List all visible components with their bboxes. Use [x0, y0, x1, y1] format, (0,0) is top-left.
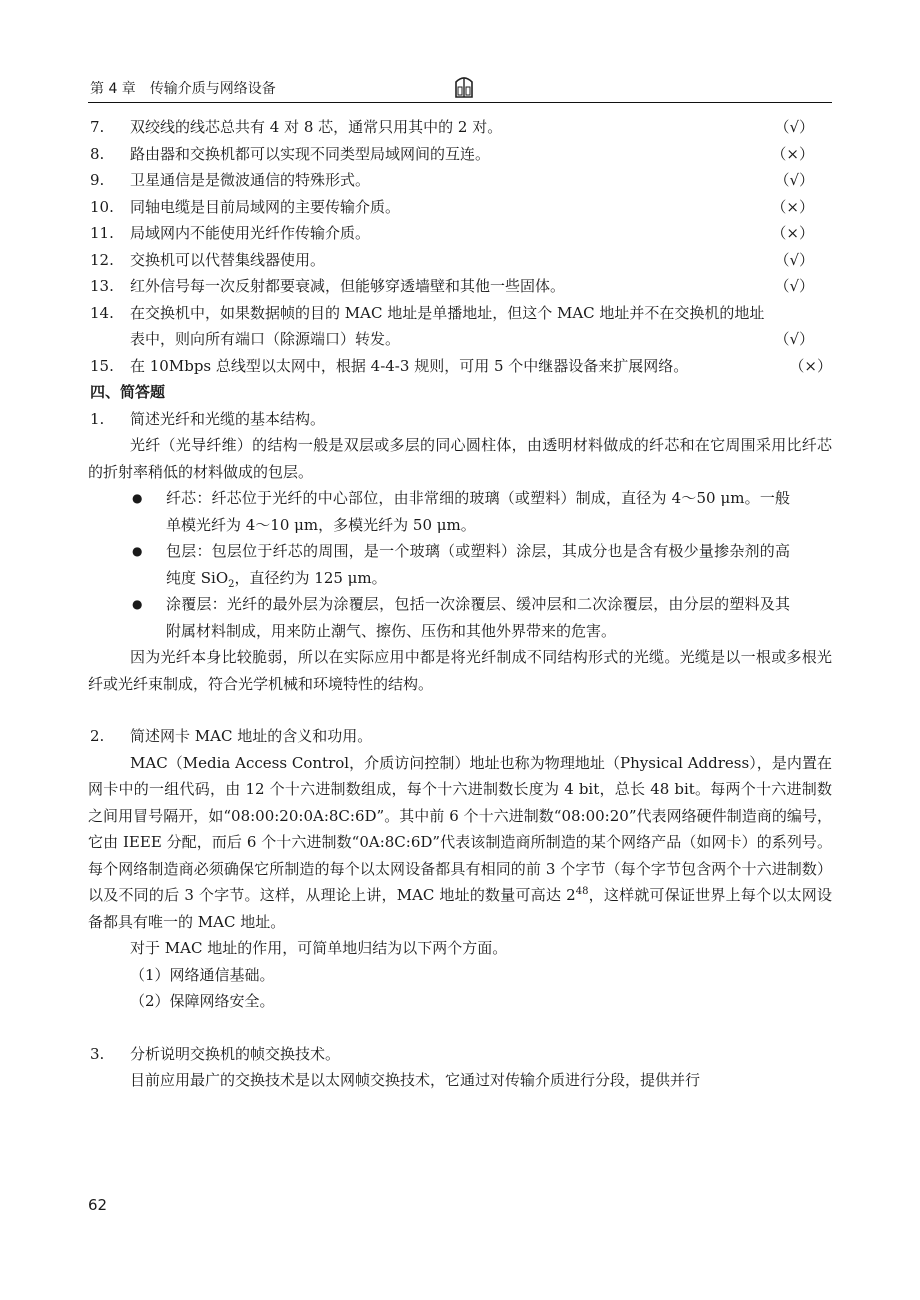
- section-heading: 四、简答题: [90, 383, 166, 401]
- judgement-item-8: [88, 141, 832, 168]
- bullet-dot-icon: ●: [132, 491, 143, 505]
- question-2: [88, 723, 832, 750]
- question-number: 2.: [90, 727, 105, 745]
- item-answer: （√）: [774, 277, 814, 295]
- item-text: 卫星通信是是微波通信的特殊形式。: [130, 171, 371, 189]
- item-answer: （√）: [774, 118, 814, 136]
- question-number: 1.: [90, 409, 105, 428]
- list-item: （2）保障网络安全。: [130, 992, 275, 1010]
- item-answer: （√）: [774, 330, 814, 348]
- chapter-number: 第 4 章: [90, 81, 136, 97]
- item-answer: （×）: [771, 144, 814, 163]
- bullet-coating: [132, 591, 790, 644]
- item-answer: （√）: [774, 250, 814, 269]
- item-number: 8.: [90, 144, 105, 163]
- item-text: 同轴电缆是目前局域网的主要传输介质。: [130, 197, 401, 216]
- item-text: 路由器和交换机都可以实现不同类型局域网间的互连。: [130, 144, 491, 163]
- judgement-item-13: [88, 273, 832, 300]
- item-number: 15.: [90, 356, 114, 375]
- page-number: 62: [88, 1196, 108, 1214]
- item-text: 红外信号每一次反射都要衰减，但能够穿透墙壁和其他一些固体。: [130, 277, 566, 295]
- item-answer: （×）: [771, 197, 814, 216]
- chapter-title: 传输介质与网络设备: [149, 81, 276, 97]
- item-answer: （×）: [789, 356, 832, 375]
- bullet-dot-icon: ●: [132, 597, 143, 611]
- item-text: 在 10Mbps 总线型以太网中，根据 4-4-3 规则，可用 5 个中继器设备来扩展网络。: [130, 356, 689, 375]
- bullet-cladding: [132, 538, 790, 591]
- answer-paragraph: 因为光纤本身比较脆弱，所以在实际应用中都是将光纤制成不同结构形式的光缆。光缆是以一根或多根光纤或光纤束制成，符合光学机械和环境特性的结构。: [88, 648, 832, 693]
- question-text: 简述光纤和光缆的基本结构。: [130, 409, 326, 428]
- answer-paragraph: MAC（Media Access Control，介质访问控制）地址也称为物理地址（Physical Address），是内置在网卡中的一组代码，由 12 个十六进制数组成，每个十六进制数长度为 4 bit，总长 48 bit。每两个十六进制数之间用冒号隔开，如“08:00:20:0A:8C:6D”。其中前 6 个十六进制数“08:00:20”代表网络硬件制造商的编号，它由 IEEE 分配，而后 6 个十六进制数“0A:8C:6D”代表该制造商所制造的某个网络产品（如网卡）的系列号。每个网络制造商必须确保它所制造的每个以太网设备都具有相同的前 3 个字节（每个字节包含两个十六进制数）以及不同的后 3 个字节。这样，从理论上讲，MAC 地址的数量可高达 $2^{48}$，这样就可保证世界上每个以太网设备都具有唯一的 MAC 地址。: [88, 753, 832, 931]
- item-text: 在交换机中，如果数据帧的目的 MAC 地址是单播地址，但这个 MAC 地址并不在交换机的地址表中，则向所有端口（除源端口）转发。: [130, 303, 765, 348]
- judgement-item-7: [88, 114, 832, 141]
- header-text: [90, 78, 276, 98]
- bullet-dot-icon: ●: [132, 544, 143, 558]
- item-answer: （×）: [771, 224, 814, 242]
- header-rule: [88, 102, 832, 103]
- question-3: [88, 1041, 832, 1068]
- answer-paragraph: 光纤（光导纤维）的结构一般是双层或多层的同心圆柱体，由透明材料做成的纤芯和在它周围采用比纤芯的折射率稍低的材料做成的包层。: [88, 436, 832, 481]
- item-number: 12.: [90, 250, 114, 269]
- judgement-item-11: [88, 220, 832, 247]
- judgement-item-12: [88, 247, 832, 274]
- question-text: 简述网卡 MAC 地址的含义和功用。: [130, 727, 373, 745]
- question-text: 分析说明交换机的帧交换技术。: [130, 1044, 341, 1063]
- item-answer: （√）: [774, 171, 814, 189]
- item-text: 双绞线的线芯总共有 4 对 8 芯，通常只用其中的 2 对。: [130, 118, 503, 136]
- spacer: [88, 1015, 832, 1041]
- running-header: [88, 74, 832, 104]
- answer-paragraph: 目前应用最广的交换技术是以太网帧交换技术，它通过对传输介质进行分段，提供并行: [130, 1071, 701, 1089]
- question-number: 3.: [90, 1044, 105, 1063]
- judgement-item-9: [88, 167, 832, 194]
- question-1: [88, 406, 832, 433]
- page-content: [88, 114, 832, 1094]
- item-number: 10.: [90, 197, 114, 216]
- judgement-item-10: [88, 194, 832, 221]
- answer-paragraph: 对于 MAC 地址的作用，可简单地归结为以下两个方面。: [130, 939, 508, 957]
- bullet-text: 包层：包层位于纤芯的周围，是一个玻璃（或塑料）涂层，其成分也是含有极少量掺杂剂的高纯度 SiO$_2$，直径约为 125 μm。: [166, 542, 790, 590]
- list-item: （1）网络通信基础。: [130, 965, 275, 984]
- bullet-text: 涂覆层：光纤的最外层为涂覆层，包括一次涂覆层、缓冲层和二次涂覆层，由分层的塑料及其附属材料制成，用来防止潮气、擦伤、压伤和其他外界带来的危害。: [166, 595, 790, 640]
- item-number: 11.: [90, 224, 114, 242]
- spacer: [88, 697, 832, 723]
- item-number: 13.: [90, 277, 114, 295]
- judgement-item-15: [88, 353, 832, 380]
- item-text: 局域网内不能使用光纤作传输介质。: [130, 224, 371, 242]
- bullet-core: [132, 485, 790, 538]
- fiber-structure-list: [88, 485, 832, 644]
- bullet-text: 纤芯：纤芯位于光纤的中心部位，由非常细的玻璃（或塑料）制成，直径为 4～50 μm。一般单模光纤为 4～10 μm，多模光纤为 50 μm。: [166, 489, 790, 534]
- book-logo-icon: [453, 74, 475, 98]
- judgement-item-14: [88, 300, 832, 353]
- item-number: 14.: [90, 303, 114, 322]
- item-number: 9.: [90, 171, 105, 189]
- item-text: 交换机可以代替集线器使用。: [130, 250, 326, 269]
- item-number: 7.: [90, 118, 105, 136]
